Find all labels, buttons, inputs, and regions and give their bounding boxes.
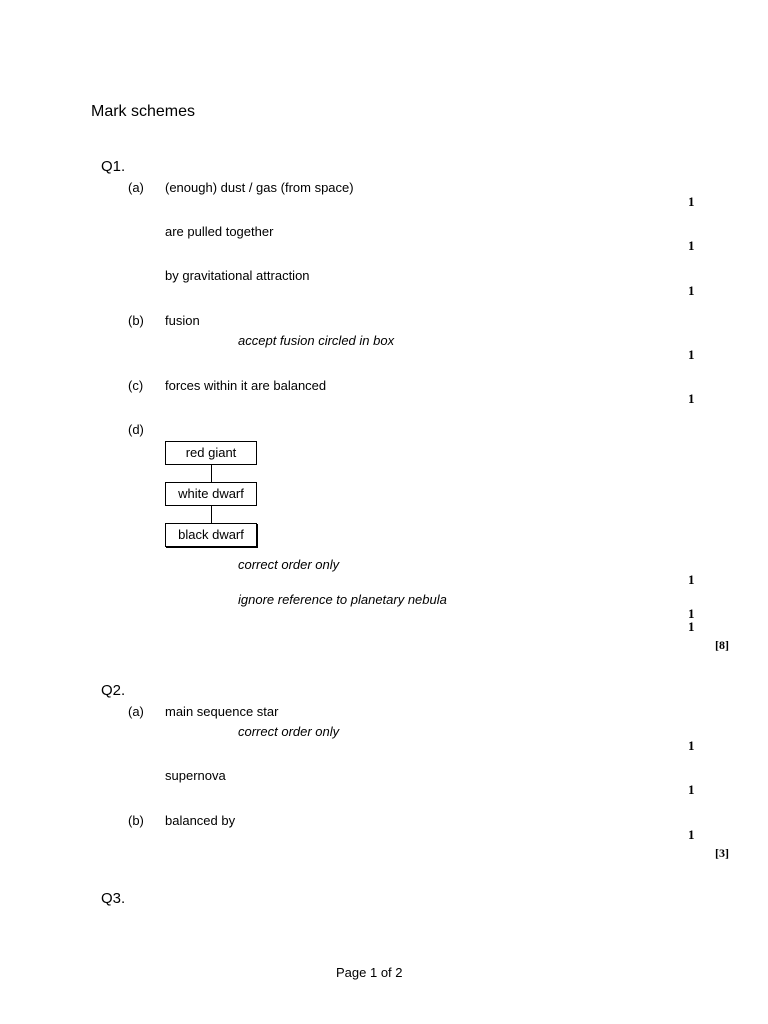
q1-part-d-letter: (d) — [128, 422, 144, 437]
q1-c-text: forces within it are balanced — [165, 378, 327, 393]
mark: 1 — [688, 619, 695, 634]
q1-a-line-2: are pulled together — [165, 224, 274, 239]
q1-a-line-1: (enough) dust / gas (from space) — [165, 180, 354, 195]
mark: 1 — [688, 347, 695, 362]
q1-a-line-3: by gravitational attraction — [165, 268, 310, 283]
flow-connector — [211, 506, 212, 523]
q1-b-text: fusion — [165, 313, 200, 328]
mark: 1 — [688, 391, 695, 406]
q2-b-text: balanced by — [165, 813, 236, 828]
mark: 1 — [688, 238, 695, 253]
mark: 1 — [688, 283, 695, 298]
mark: 1 — [688, 194, 695, 209]
flow-box-white-dwarf: white dwarf — [165, 482, 257, 506]
mark: 1 — [688, 738, 695, 753]
q2-part-b-letter: (b) — [128, 813, 144, 828]
mark: 1 — [688, 827, 695, 842]
q1-part-b-letter: (b) — [128, 313, 144, 328]
flow-connector — [211, 465, 212, 482]
q1-d-note-1: correct order only — [238, 557, 340, 572]
q1-part-c-letter: (c) — [128, 378, 144, 393]
flow-box-red-giant: red giant — [165, 441, 257, 465]
q1-part-a-letter: (a) — [128, 180, 144, 195]
question-label-q1: Q1. — [101, 158, 126, 175]
mark: 1 — [688, 606, 695, 621]
q2-a-text: main sequence star — [165, 704, 279, 719]
q2-a-note: correct order only — [238, 724, 340, 739]
q1-b-note: accept fusion circled in box — [238, 333, 395, 348]
question-label-q3: Q3. — [101, 890, 126, 907]
q1-total-marks: [8] — [715, 638, 729, 652]
mark: 1 — [688, 782, 695, 797]
q2-total-marks: [3] — [715, 846, 729, 860]
q2-part-a-letter: (a) — [128, 704, 144, 719]
q1-d-note-2: ignore reference to planetary nebula — [238, 592, 447, 607]
q2-a-text-2: supernova — [165, 768, 226, 783]
page-title: Mark schemes — [91, 103, 196, 120]
flow-box-black-dwarf: black dwarf — [165, 523, 257, 547]
page-footer: Page 1 of 2 — [336, 965, 403, 980]
mark: 1 — [688, 572, 695, 587]
question-label-q2: Q2. — [101, 682, 126, 699]
